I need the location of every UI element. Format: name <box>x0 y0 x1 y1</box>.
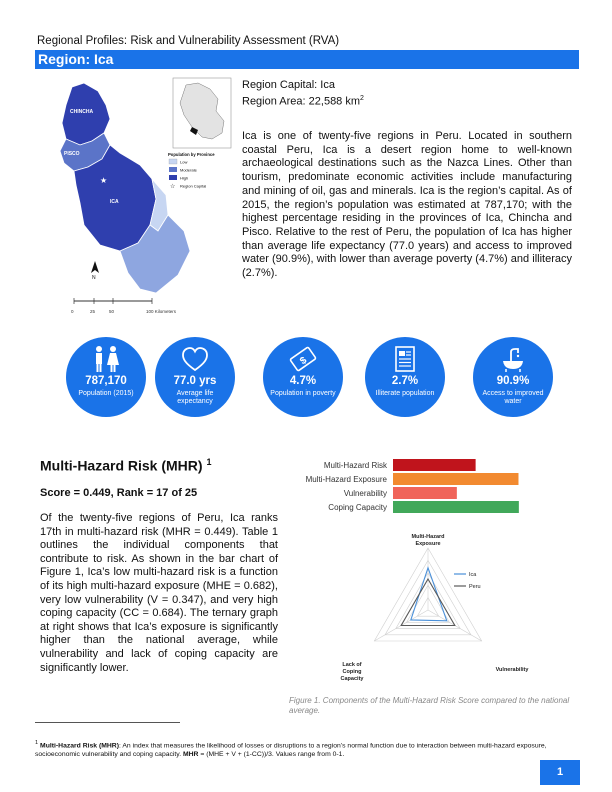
legend-entry: Peru <box>469 584 481 590</box>
stat-label: Illiterate population <box>375 390 435 397</box>
stat-value: 787,170 <box>85 375 127 387</box>
footnote-rule <box>35 722 180 723</box>
radar-axis-label: Lack of <box>342 662 362 668</box>
money-icon <box>263 345 343 373</box>
legend-capital: Region Capital <box>180 183 207 189</box>
region-banner <box>35 50 579 69</box>
bar <box>393 473 518 485</box>
mhr-heading: Multi-Hazard Risk (MHR) $^1$ <box>40 457 212 474</box>
svg-text:$: $ <box>298 354 309 368</box>
bar <box>393 501 519 513</box>
faucet-icon <box>473 345 553 373</box>
region-map <box>40 75 235 320</box>
stat-life-expectancy <box>155 337 235 417</box>
stat-label: Population (2015) <box>78 390 134 397</box>
stat-value: 77.0 yrs <box>173 375 217 387</box>
bar-label: Multi-Hazard Risk <box>323 461 387 470</box>
map-legend-title: Population by Province <box>168 152 215 157</box>
page-number: 1 <box>540 760 580 785</box>
stat-water <box>473 337 553 417</box>
capital-star-icon: ★ <box>100 176 108 185</box>
intro-paragraph: Ica is one of twenty-five regions in Peru. Located in southern coastal Peru, Ica is a desert region home to well-known archaeological destinations such as the Nazca Lines. Other than tourism, predominate economic activities include manufacturing and mining of oil, gas and minerals. Ica is the region’s capital. As of 2015, the region’s population was estimated at 787,170; with the highest percentage residing in the provinces of Ica, Chincha and Pisco. Relative to the rest of Peru, the population of Ica has higher than average life expectancy (77.0 years) and access to improved water (90.9%), with lower than average poverty (4.7%) and illiteracy (2.7%). <box>242 130 572 280</box>
stat-label: Population in poverty <box>270 390 336 397</box>
radar-axis-label: Vulnerability <box>495 667 529 673</box>
scale-tick-25: 25 <box>90 309 96 314</box>
bar-label: Multi-Hazard Exposure <box>305 475 387 484</box>
footnote: $^1$ Multi-Hazard Risk (MHR): An index that measures the likelihood of losses or disruptions to a region’s normal function due to interaction between multi-hazard exposure, socioeconomic vulnerability and coping capacity. MHR = (MHE + V + (1-CC))/3. Values range from 0-1. <box>35 740 547 759</box>
stat-label: Access to improved water <box>482 390 544 405</box>
document-title: Regional Profiles: Risk and Vulnerability Assessment (RVA) <box>37 35 340 47</box>
legend-moderate: Moderate <box>180 167 197 173</box>
stat-value: 2.7% <box>391 375 419 387</box>
bar <box>393 487 457 499</box>
legend-low: Low <box>180 159 188 165</box>
heart-icon <box>155 345 235 373</box>
bar-label: Vulnerability <box>343 489 387 498</box>
region-title: Region: Ica <box>38 51 114 67</box>
stat-poverty <box>263 337 343 417</box>
bar-label: Coping Capacity <box>328 503 387 512</box>
radar-axis-label: Exposure <box>415 541 441 547</box>
region-capital-block <box>242 78 364 109</box>
radar-axis-label: Coping <box>342 669 362 675</box>
scale-tick-100: 100 Kilometers <box>146 309 177 314</box>
legend-high: High <box>180 175 189 181</box>
document-icon <box>365 345 445 373</box>
map-label-pisco: PISCO <box>64 151 80 157</box>
figure-caption: Figure 1. Components of the Multi-Hazard Risk Score compared to the national average. <box>289 696 570 715</box>
mhr-bar-chart <box>285 455 525 525</box>
map-label-ica: ICA <box>110 199 119 205</box>
population-icon <box>66 345 146 373</box>
radar-axis-label: Multi-Hazard <box>411 534 445 540</box>
radar-series-ica <box>411 568 447 621</box>
stat-value: 4.7% <box>289 375 317 387</box>
radar-axis-label: Capacity <box>340 676 364 682</box>
svg-text:N: N <box>92 275 96 281</box>
north-arrow-icon <box>91 261 99 273</box>
region-capital: Region Capital: Ica <box>242 79 335 91</box>
scale-tick-0: 0 <box>71 309 74 314</box>
stat-population <box>66 337 146 417</box>
scale-tick-50: 50 <box>109 309 115 314</box>
mhr-score: Score = 0.449, Rank = 17 of 25 <box>40 487 198 499</box>
stat-illiteracy <box>365 337 445 417</box>
stat-label: Average life expectancy <box>176 390 214 405</box>
bar <box>393 459 476 471</box>
mhr-radar-chart <box>330 528 530 693</box>
region-area: Region Area: 22,588 $km^2$ <box>242 95 364 108</box>
stat-value: 90.9% <box>496 375 530 387</box>
legend-entry: Ica <box>469 572 477 578</box>
legend-capital-icon: ☆ <box>170 184 176 190</box>
map-label-chincha: CHINCHA <box>70 109 94 115</box>
mhr-paragraph: Of the twenty-five regions of Peru, Ica ranks 17th in multi-hazard risk (MHR = 0.449). Table 1 outlines the individual components that contribute to risk. As shown in the bar chart of Figure 1, Ica’s low multi-hazard risk is a function of its high multi-hazard exposure (MHE = 0.682), very low vulnerability (V = 0.347), and very high coping capacity (CC = 0.684). The ternary graph at right shows that Ica’s exposure is significantly higher than the national average, while vulnerability and lack of coping capacity are significantly lower. <box>40 512 278 674</box>
